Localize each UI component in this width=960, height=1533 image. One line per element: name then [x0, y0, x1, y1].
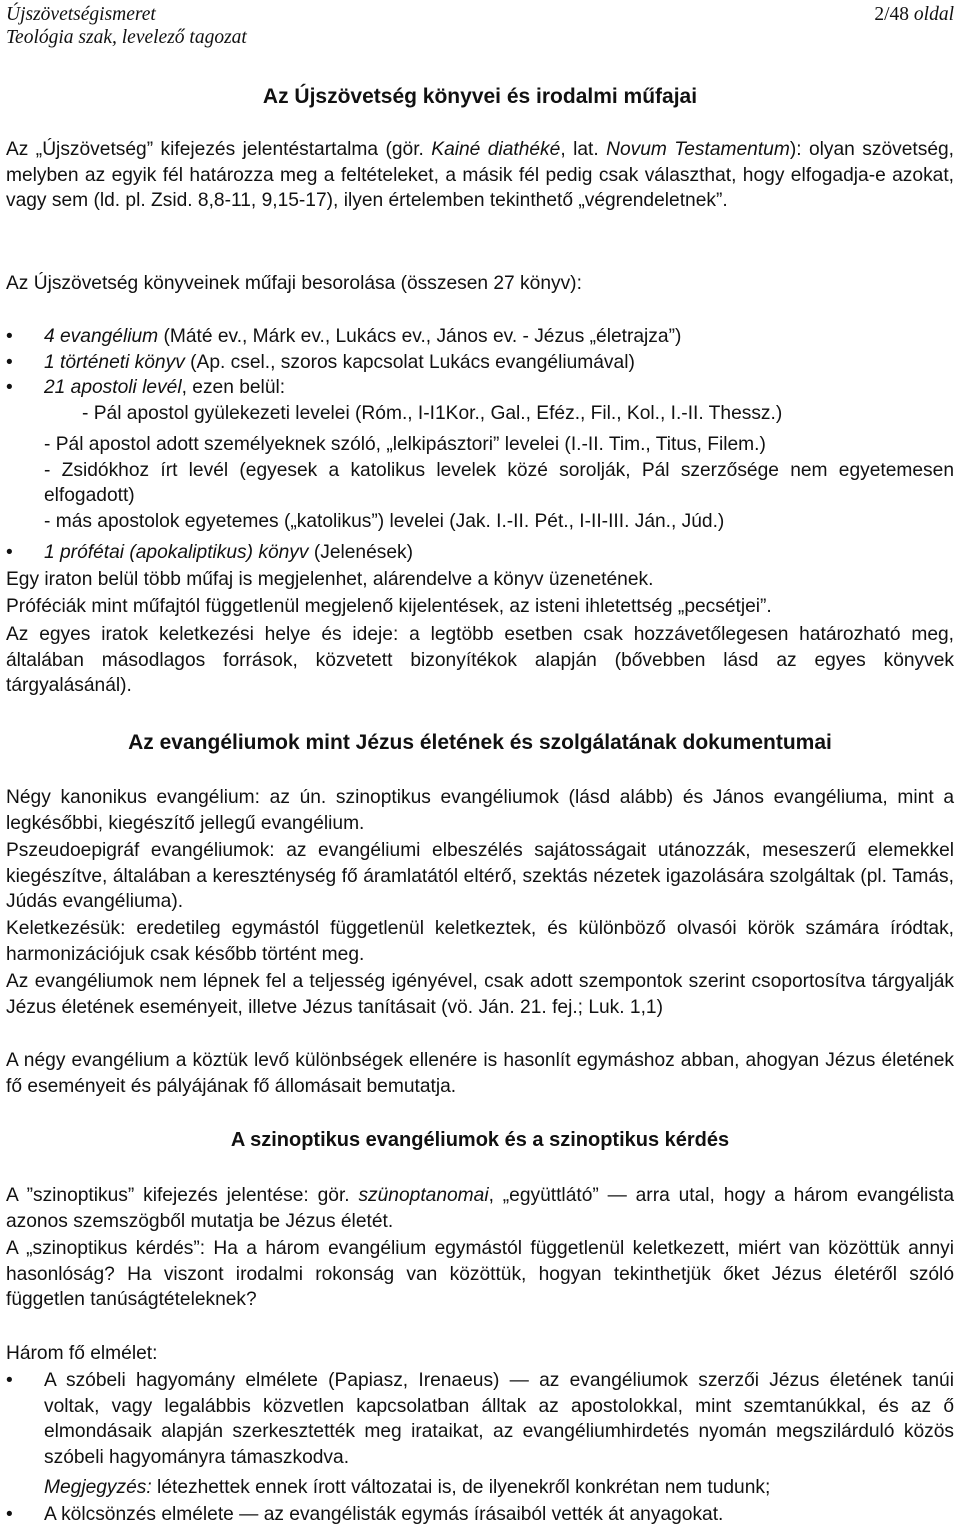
book-genre-list-cont: [6, 540, 954, 566]
running-header-left: [6, 3, 247, 49]
bullet-icon: •: [6, 542, 13, 563]
theories-label: Három fő elmélet:: [6, 1343, 158, 1364]
note: Megjegyzés: létezhettek ennek írott változatai is, de ilyenekről konkrétan nem tudunk;: [44, 1477, 771, 1498]
intro-paragraph: Az „Újszövetség” kifejezés jelentéstartalma (gör. Kainé diathéké, lat. Novum Testamentum): olyan szövetség, melyben az egyik fél határozza meg a feltételeket, a másik fél pedig csak választhat, hogy elfogadja-e azokat, vagy sem (ld. pl. Zsid. 8,8-11, 9,15-17), ilyen értelemben tekinthető „végrendeletnek”.: [6, 139, 954, 211]
program-title: Teológia szak, levelező tagozat: [6, 27, 247, 48]
list-item: • 1 történeti könyv (Ap. csel., szoros kapcsolat Lukács evangéliumával): [6, 350, 954, 376]
book-genre-list: [6, 324, 954, 426]
paragraph: Négy kanonikus evangélium: az ún. szinoptikus evangéliumok (lásd alább) és János evangéliuma, mint a legkésőbbi, kiegészítő jellegű evangélium.: [6, 787, 954, 834]
paragraph: Az egyes iratok keletkezési helye és ideje: a legtöbb esetben csak hozzávetőlegesen határozható meg, általában másodlagos források, közvetett bizonyítékok alapján (bővebben lásd az egyes könyvek tárgyalásánál).: [6, 624, 954, 696]
list-item: • 4 evangélium (Máté ev., Márk ev., Lukács ev., János ev. - Jézus „életrajza”): [6, 324, 954, 350]
paragraph: Egy iraton belül több műfaj is megjelenhet, alárendelve a könyv üzenetének.: [6, 569, 654, 590]
bullet-icon: •: [6, 377, 13, 398]
sub-item: - Pál apostol adott személyeknek szóló, „lelkipásztori” levelei (I.-II. Tim., Titus, Filem.): [44, 434, 766, 455]
list-item: • 1 prófétai (apokaliptikus) könyv (Jelenések): [6, 540, 954, 566]
theories-list-cont: [6, 1502, 954, 1528]
paragraph: Próféciák mint műfajtól függetlenül megjelenő kijelentések, az isteni ihletettség „pecsétjei”.: [6, 596, 772, 617]
list-item: • 21 apostoli levél, ezen belül: - Pál apostol gyülekezeti levelei (Róm., I-I1Kor., Gal., Eféz., Fil., Kol., I.-II. Thessz.): [6, 375, 954, 426]
list-item: • A kölcsönzés elmélete — az evangélisták egymás írásaiból vették át anyagokat.: [6, 1502, 954, 1528]
section-title-synoptic: A szinoptikus evangéliumok és a szinoptikus kérdés: [230, 1129, 730, 1151]
sub-item: - más apostolok egyetemes („katolikus”) levelei (Jak. I.-II. Pét., I-II-III. Ján., Júd.): [44, 510, 725, 532]
letters-subitems: [6, 432, 954, 534]
page-number: [874, 3, 954, 26]
paragraph: Pszeudoepigráf evangéliumok: az evangéliumi elbeszélés sajátosságait utánozzák, meseszerű elemekkel kiegészítve, általában a kereszténység fő áramlatától eltérő, szektás nézetek igazolására szolgáltak (pl. Tamás, Júdás evangéliuma).: [6, 840, 954, 912]
theories-list: [6, 1368, 954, 1470]
bullet-icon: •: [6, 1370, 13, 1391]
paragraph: A „szinoptikus kérdés”: Ha a három evangélium egymástól függetlenül keletkezett, miért van közöttük annyi hasonlóság? Ha viszont irodalmi rokonság van közöttük, hogyan tekinthetjük őket Jézus életéről szóló független tanúságtételeknek?: [6, 1238, 954, 1310]
paragraph: A ”szinoptikus” kifejezés jelentése: gör. szünoptanomai, „együttlátó” — arra utal, hogy a három evangélista azonos szemszögből mutatja be Jézus életét.: [6, 1185, 954, 1232]
course-title: Újszövetségismeret: [6, 4, 156, 25]
bullet-icon: •: [6, 1504, 13, 1525]
classification-heading: Az Újszövetség könyveinek műfaji besorolása (összesen 27 könyv):: [6, 273, 582, 294]
page-count: 2/48: [874, 4, 910, 25]
sub-item: - Zsidókhoz írt levél (egyesek a katolikus levelek közé sorolják, Pál szerzősége nem egyetemesen elfogadott): [44, 459, 954, 506]
bullet-icon: •: [6, 326, 13, 347]
bullet-icon: •: [6, 351, 13, 373]
section-title-books: Az Újszövetség könyvei és irodalmi műfajai: [262, 85, 698, 108]
page-word: oldal: [913, 4, 954, 25]
sub-item: - Pál apostol gyülekezeti levelei (Róm., I-I1Kor., Gal., Eféz., Fil., Kol., I.-II. Thessz.): [82, 402, 783, 424]
paragraph: Az evangéliumok nem lépnek fel a teljesség igényével, csak adott szempontok szerint csoportosítva tárgyalják Jézus életének eseményeit, illetve Jézus tanításait (vö. Ján. 21. fej.; Luk. 1,1): [6, 971, 954, 1018]
section-title-gospels: Az evangéliumok mint Jézus életének és szolgálatának dokumentumai: [128, 731, 832, 754]
paragraph: A négy evangélium a köztük levő különbségek ellenére is hasonlít egymáshoz abban, ahogyan Jézus életének fő eseményeit és pályájának fő állomásait bemutatja.: [6, 1050, 954, 1097]
list-item: • A szóbeli hagyomány elmélete (Papiasz, Irenaeus) — az evangéliumok szerzői Jézus életének tanúi voltak, vagy legalábbis közvetlen kapcsolatban álltak az apostolokkal, mint szemtanúkkal, és az ő elmondásaik alapján szerkesztették meg irataikat, az evangéliumhirdetés nyomán megszilárduló közös szóbeli hagyományra támaszkodva.: [6, 1370, 954, 1468]
paragraph: Keletkezésük: eredetileg egymástól függetlenül keletkeztek, és különböző olvasói körök számára íródtak, harmonizációjuk csak később történt meg.: [6, 918, 954, 965]
